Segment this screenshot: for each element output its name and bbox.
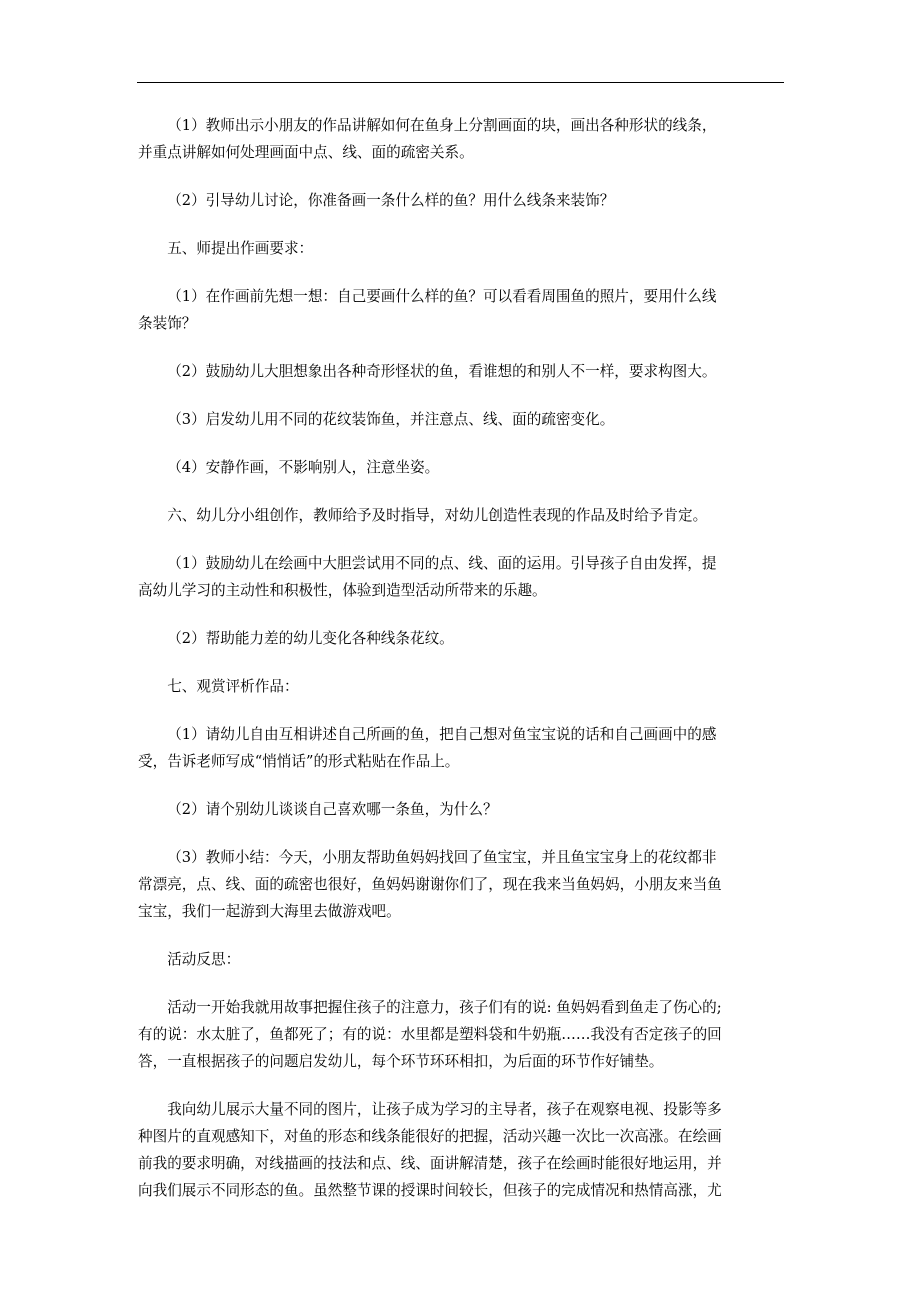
header-rule	[137, 82, 784, 83]
document-body	[138, 112, 784, 1204]
paragraph-6: （4）安静作画，不影响别人，注意坐姿。	[167, 459, 440, 476]
paragraph-8: （2）帮助能力差的幼儿变化各种线条花纹。	[167, 630, 454, 647]
paragraph-12: 活动一开始我就用故事把握住孩子的注意力，孩子们有的说: 鱼妈妈看到鱼走了伤心的; 有的说：水太脏了，鱼都死了；有的说：水里都是塑料袋和牛奶瓶……我没有否定孩子的回 答，一直根据孩子的问题启发幼儿，每个环节环环相扣，为后面的环节作好铺垫。	[138, 999, 722, 1070]
paragraph-13: 我向幼儿展示大量不同的图片，让孩子成为学习的主导者，孩子在观察电视、投影等多 种图片的直观感知下，对鱼的形态和线条能很好的把握，活动兴趣一次比一次高涨。在绘画 前我的要求明确，对线描画的技法和点、线、面讲解清楚，孩子在绘画时能很好地运用，并 向我们展示不同形态的鱼。虽然整节课的授课时间较长，但孩子的完成情况和热情高涨，尤	[138, 1101, 722, 1199]
paragraph-9: （1）请幼儿自由互相讲述自己所画的鱼，把自己想对鱼宝宝说的话和自己画画中的感 受，告诉老师写成“悄悄话”的形式粘贴在作品上。	[138, 726, 717, 770]
section-heading-reflection: 活动反思：	[167, 951, 241, 968]
section-heading-5: 五、师提出作画要求：	[167, 240, 314, 257]
paragraph-2: （2）引导幼儿讨论，你准备画一条什么样的鱼？用什么线条来装饰？	[167, 192, 615, 209]
paragraph-10: （2）请个别幼儿谈谈自己喜欢哪一条鱼，为什么？	[167, 801, 498, 818]
paragraph-4: （2）鼓励幼儿大胆想象出各种奇形怪状的鱼，看谁想的和别人不一样，要求构图大。	[167, 363, 717, 380]
paragraph-3: （1）在作画前先想一想：自己要画什么样的鱼？可以看看周围鱼的照片，要用什么线 条装饰？	[138, 288, 717, 332]
paragraph-1: （1）教师出示小朋友的作品讲解如何在鱼身上分割画面的块，画出各种形状的线条， 并重点讲解如何处理画面中点、线、面的疏密关系。	[138, 117, 717, 161]
paragraph-5: （3）启发幼儿用不同的花纹装饰鱼，并注意点、线、面的疏密变化。	[167, 411, 615, 428]
section-heading-6: 六、幼儿分小组创作，教师给予及时指导，对幼儿创造性表现的作品及时给予肯定。	[167, 507, 708, 524]
paragraph-11: （3）教师小结：今天，小朋友帮助鱼妈妈找回了鱼宝宝，并且鱼宝宝身上的花纹都非 常漂亮，点、线、面的疏密也很好，鱼妈妈谢谢你们了，现在我来当鱼妈妈，小朋友来当鱼 宝宝，我们一起游到大海里去做游戏吧。	[138, 849, 722, 920]
section-heading-7: 七、观赏评析作品：	[167, 678, 299, 695]
paragraph-7: （1）鼓励幼儿在绘画中大胆尝试用不同的点、线、面的运用。引导孩子自由发挥，提 高幼儿学习的主动性和积极性，体验到造型活动所带来的乐趣。	[138, 555, 717, 599]
